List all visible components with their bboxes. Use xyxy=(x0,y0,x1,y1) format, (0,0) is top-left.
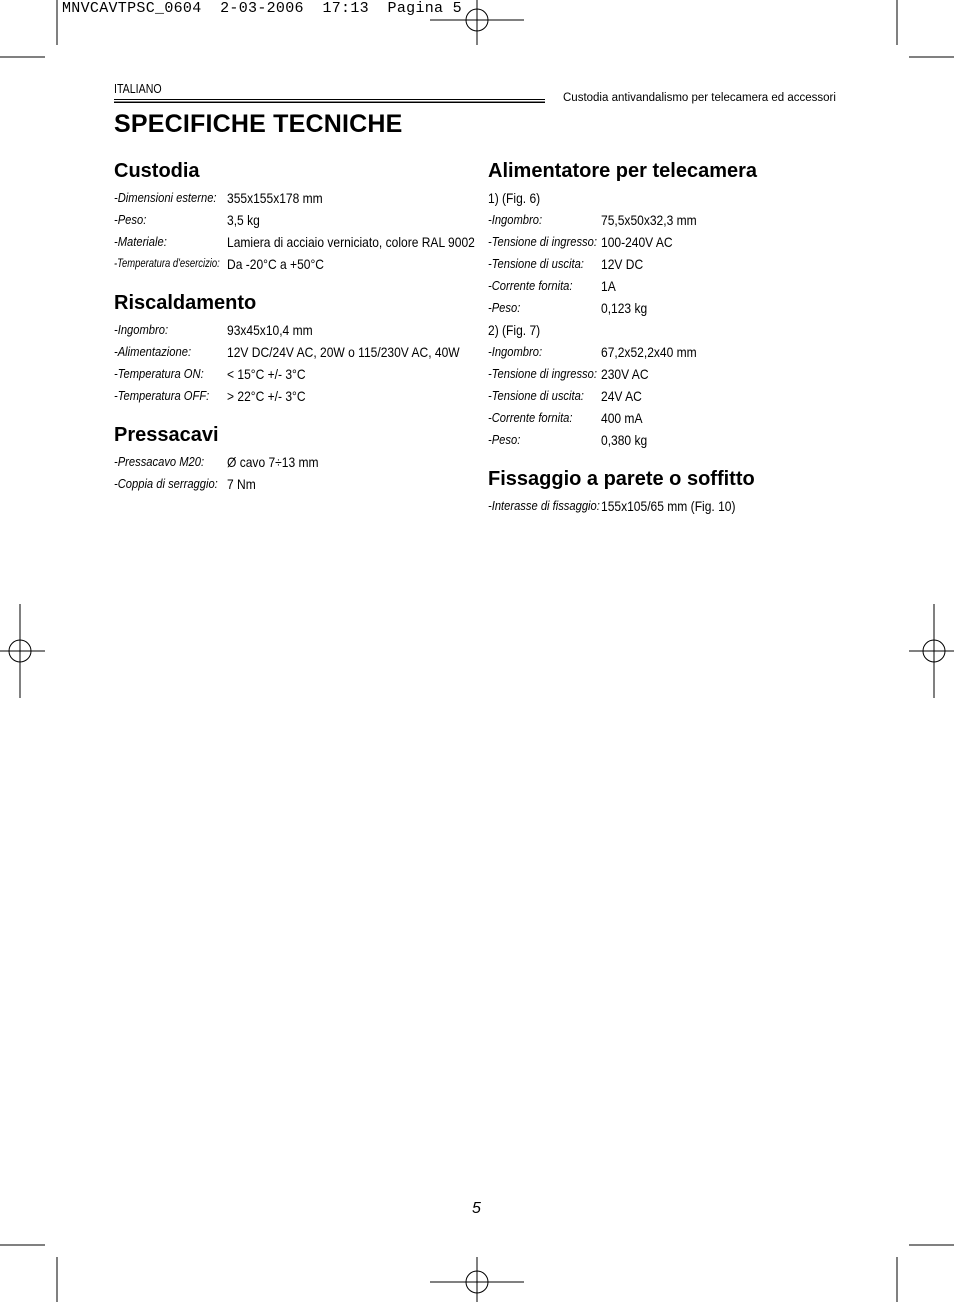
spec-value: 7 Nm xyxy=(227,476,256,492)
section-riscaldamento xyxy=(114,289,474,407)
section-title: Fissaggio a parete o soffitto xyxy=(488,468,755,490)
spec-value: 355x155x178 mm xyxy=(227,190,323,206)
spec-label: -Corrente fornita: xyxy=(488,278,573,293)
spec-row xyxy=(114,363,474,385)
spec-row xyxy=(114,231,474,253)
spec-label: -Alimentazione: xyxy=(114,344,192,359)
spec-label: -Pressacavo M20: xyxy=(114,454,205,469)
spec-row xyxy=(114,209,474,231)
spec-label: -Tensione di uscita: xyxy=(488,388,584,403)
header-doc-title: Custodia antivandalismo per telecamera ed accessori xyxy=(563,92,836,104)
spec-label: -Temperatura ON: xyxy=(114,366,204,381)
spec-value: 230V AC xyxy=(601,366,649,382)
spec-label: -Ingombro: xyxy=(488,344,543,359)
spec-value: 155x105/65 mm (Fig. 10) xyxy=(601,498,736,514)
spec-value: > 22°C +/- 3°C xyxy=(227,388,306,404)
spec-value: 75,5x50x32,3 mm xyxy=(601,212,697,228)
spec-value: 24V AC xyxy=(601,388,642,404)
spec-value: Lamiera di acciaio verniciato, colore RAL 9002 xyxy=(227,234,475,250)
spec-value: 12V DC xyxy=(601,256,644,272)
spec-label: -Corrente fornita: xyxy=(488,410,573,425)
section-pressacavi xyxy=(114,421,474,495)
spec-value: 12V DC/24V AC, 20W o 115/230V AC, 40W xyxy=(227,344,460,360)
spec-label: -Temperatura d'esercizio: xyxy=(114,258,220,270)
spec-label: -Ingombro: xyxy=(488,212,543,227)
spec-value: 3,5 kg xyxy=(227,212,260,228)
spec-label: -Peso: xyxy=(488,300,521,315)
section-alimentatore xyxy=(488,157,858,451)
spec-row xyxy=(488,363,858,385)
spec-row xyxy=(488,385,858,407)
spec-label: -Coppia di serraggio: xyxy=(114,476,218,491)
spec-subheading xyxy=(488,319,858,341)
spec-row xyxy=(488,495,858,517)
spec-label: -Peso: xyxy=(488,432,521,447)
section-custodia xyxy=(114,157,474,275)
right-column xyxy=(488,157,858,531)
spec-group-label: 1) (Fig. 6) xyxy=(488,190,541,206)
spec-label: -Tensione di ingresso: xyxy=(488,234,597,249)
spec-value: 0,380 kg xyxy=(601,432,648,448)
spec-row xyxy=(488,341,858,363)
spec-row xyxy=(488,231,858,253)
header-language: ITALIANO xyxy=(114,82,162,96)
spec-row xyxy=(114,187,474,209)
spec-value: 0,123 kg xyxy=(601,300,648,316)
section-title: Pressacavi xyxy=(114,424,219,446)
spec-value: 93x45x10,4 mm xyxy=(227,322,313,338)
spec-value: 400 mA xyxy=(601,410,643,426)
spec-row xyxy=(114,341,474,363)
spec-row xyxy=(114,319,474,341)
section-fissaggio xyxy=(488,465,858,517)
spec-row xyxy=(488,275,858,297)
spec-label: -Interasse di fissaggio: xyxy=(488,498,600,513)
header-rule-inner xyxy=(114,101,545,102)
spec-row xyxy=(488,209,858,231)
spec-value: 100-240V AC xyxy=(601,234,673,250)
spec-row xyxy=(488,429,858,451)
spec-label: -Peso: xyxy=(114,212,147,227)
spec-row xyxy=(114,385,474,407)
spec-group-label: 2) (Fig. 7) xyxy=(488,322,541,338)
spec-label: -Ingombro: xyxy=(114,322,169,337)
spec-row xyxy=(114,253,474,275)
section-title: Riscaldamento xyxy=(114,292,257,314)
section-title: Custodia xyxy=(114,160,200,182)
spec-row xyxy=(488,253,858,275)
print-slug: MNVCAVTPSC_0604 2-03-2006 17:13 Pagina 5 xyxy=(62,0,462,17)
spec-row xyxy=(488,297,858,319)
spec-label: -Tensione di uscita: xyxy=(488,256,584,271)
left-column xyxy=(114,157,474,509)
spec-subheading xyxy=(488,187,858,209)
spec-label: -Temperatura OFF: xyxy=(114,388,210,403)
page-number: 5 xyxy=(472,1200,481,1217)
spec-row xyxy=(114,451,474,473)
spec-row xyxy=(114,473,474,495)
spec-row xyxy=(488,407,858,429)
spec-label: -Dimensioni esterne: xyxy=(114,190,217,205)
spec-value: 1A xyxy=(601,278,616,294)
page-title: SPECIFICHE TECNICHE xyxy=(114,110,403,138)
spec-label: -Materiale: xyxy=(114,234,167,249)
spec-value: 67,2x52,2x40 mm xyxy=(601,344,697,360)
spec-value: Da -20°C a +50°C xyxy=(227,256,324,272)
section-title: Alimentatore per telecamera xyxy=(488,160,758,182)
spec-label: -Tensione di ingresso: xyxy=(488,366,597,381)
spec-value: < 15°C +/- 3°C xyxy=(227,366,306,382)
spec-value: Ø cavo 7÷13 mm xyxy=(227,454,319,470)
